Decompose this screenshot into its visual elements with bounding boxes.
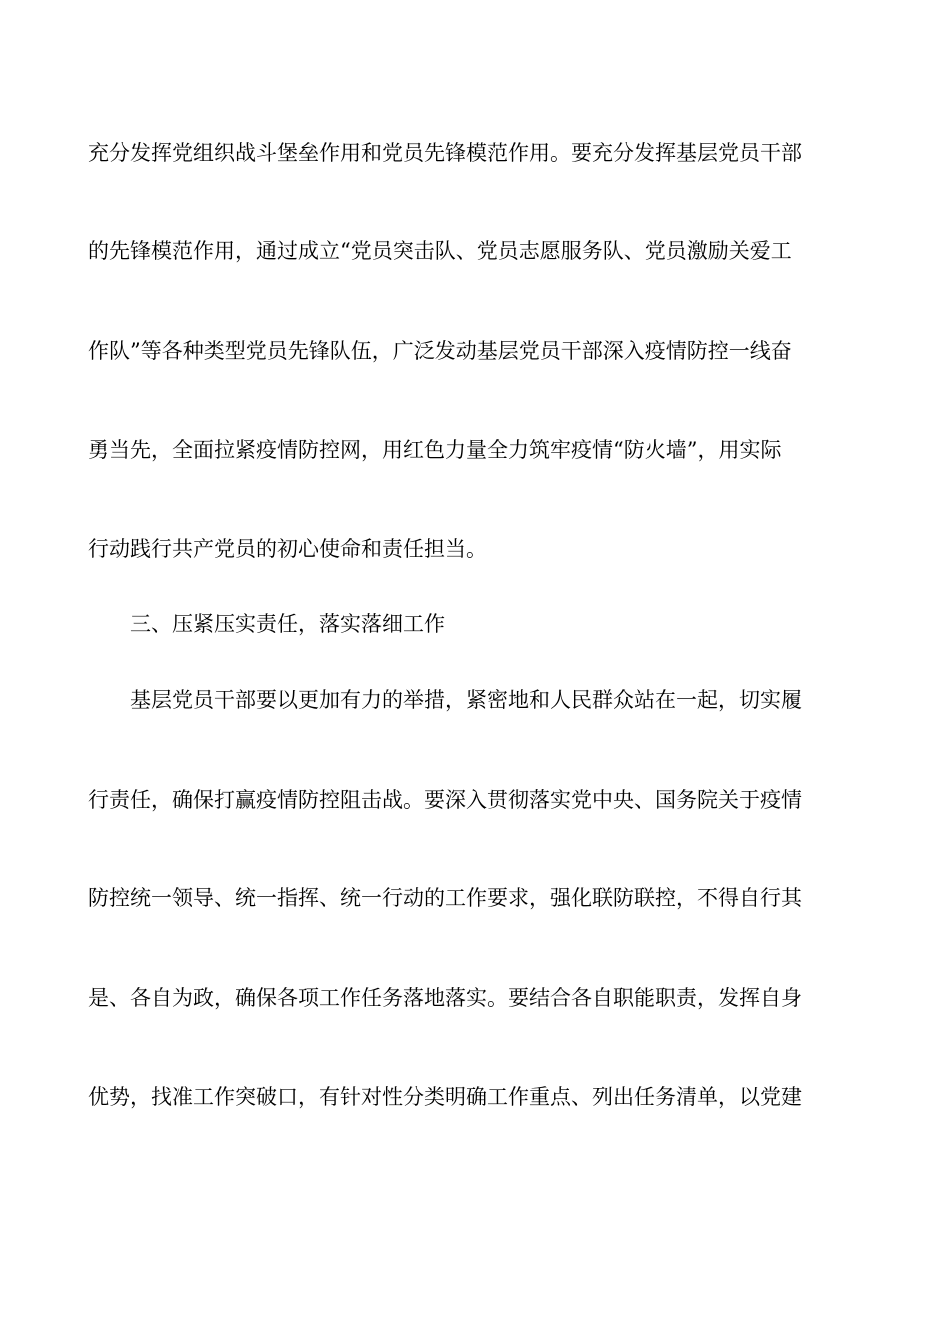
paragraph-line: 行责任，确保打赢疫情防控阻击战。要深入贯彻落实党中央、国务院关于疫情 — [88, 788, 802, 812]
paragraph-line: 行动践行共产党员的初心使命和责任担当。 — [88, 537, 487, 561]
paragraph-line: 勇当先，全面拉紧疫情防控网，用红色力量全力筑牢疫情“防火墙”，用实际 — [88, 438, 782, 462]
section-heading: 三、压紧压实责任，落实落细工作 — [130, 612, 445, 636]
paragraph-line: 是、各自为政，确保各项工作任务落地落实。要结合各自职能职责，发挥自身 — [88, 986, 802, 1010]
paragraph-line: 优势，找准工作突破口，有针对性分类明确工作重点、列出任务清单，以党建 — [88, 1085, 802, 1109]
paragraph-line: 充分发挥党组织战斗堡垒作用和党员先锋模范作用。要充分发挥基层党员干部 — [88, 141, 802, 165]
paragraph-line: 的先锋模范作用，通过成立“党员突击队、党员志愿服务队、党员激励关爱工 — [88, 239, 792, 263]
paragraph-line: 基层党员干部要以更加有力的举措，紧密地和人民群众站在一起，切实履 — [130, 688, 802, 712]
paragraph-line: 作队”等各种类型党员先锋队伍，广泛发动基层党员干部深入疫情防控一线奋 — [88, 339, 792, 363]
paragraph-line: 防控统一领导、统一指挥、统一行动的工作要求，强化联防联控，不得自行其 — [88, 886, 802, 910]
